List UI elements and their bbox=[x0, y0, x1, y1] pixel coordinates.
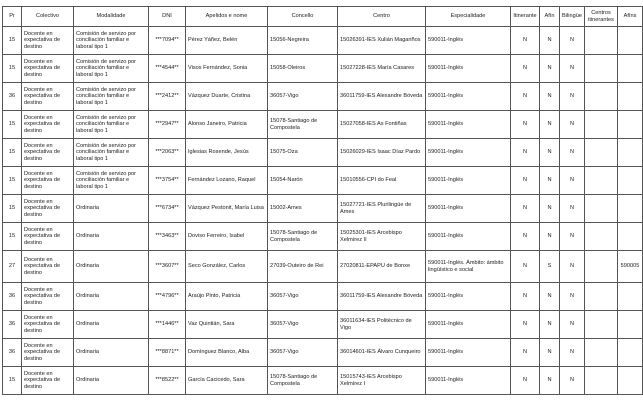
cell-bilingue: N bbox=[560, 27, 585, 55]
cell-modalidade: Comisión de servizo por conciliación familiar e laboral tipo 1 bbox=[74, 27, 149, 55]
table-body bbox=[3, 27, 643, 395]
table-row bbox=[3, 367, 643, 395]
cell-colectivo: Docente en expectativa de destino bbox=[22, 367, 74, 395]
cell-afin: N bbox=[540, 111, 560, 139]
cell-itinerante: N bbox=[511, 139, 540, 167]
cell-colectivo: Docente en expectativa de destino bbox=[22, 311, 74, 339]
cell-modalidade: Ordinaria bbox=[74, 339, 149, 367]
table-row bbox=[3, 251, 643, 283]
cell-centro: 36011759-IES Alexandre Bóveda bbox=[338, 283, 426, 311]
cell-concello: 15002-Ames bbox=[268, 195, 338, 223]
cell-concello: 15075-Oza bbox=[268, 139, 338, 167]
cell-bilingue: N bbox=[560, 55, 585, 83]
cell-pr: 36 bbox=[3, 311, 22, 339]
cell-centro: 15027058-IES As Fontiñas bbox=[338, 111, 426, 139]
cell-colectivo: Docente en expectativa de destino bbox=[22, 195, 74, 223]
cell-modalidade: Ordinaria bbox=[74, 223, 149, 251]
cell-afin: N bbox=[540, 283, 560, 311]
header-concello: Concello bbox=[268, 7, 338, 27]
cell-modalidade: Comisión de servizo por conciliación familiar e laboral tipo 1 bbox=[74, 55, 149, 83]
cell-centros-itinerantes bbox=[585, 111, 618, 139]
cell-modalidade: Ordinaria bbox=[74, 311, 149, 339]
table-row bbox=[3, 27, 643, 55]
header-centro: Centro bbox=[338, 7, 426, 27]
header-colectivo: Colectivo bbox=[22, 7, 74, 27]
cell-modalidade: Ordinaria bbox=[74, 283, 149, 311]
cell-dni: ***2063** bbox=[149, 139, 186, 167]
cell-afin: N bbox=[540, 139, 560, 167]
cell-pr: 36 bbox=[3, 83, 22, 111]
cell-colectivo: Docente en expectativa de destino bbox=[22, 339, 74, 367]
cell-apelidos-nome: Domínguez Blanco, Alba bbox=[186, 339, 268, 367]
cell-modalidade: Ordinaria bbox=[74, 195, 149, 223]
cell-afin: S bbox=[540, 251, 560, 283]
cell-itinerante: N bbox=[511, 367, 540, 395]
cell-apelidos-nome: Doviso Ferreiro, Isabel bbox=[186, 223, 268, 251]
cell-centros-itinerantes bbox=[585, 27, 618, 55]
cell-concello: 36057-Vigo bbox=[268, 283, 338, 311]
cell-especialidade: 590011-Inglés bbox=[426, 311, 511, 339]
cell-itinerante: N bbox=[511, 339, 540, 367]
cell-especialidade: 590011-Inglés. Ámbito: ámbito lingüístico e social bbox=[426, 251, 511, 283]
cell-centro: 15026391-IES Xulián Magariños bbox=[338, 27, 426, 55]
cell-pr: 15 bbox=[3, 367, 22, 395]
cell-especialidade: 590011-Inglés bbox=[426, 195, 511, 223]
table-row bbox=[3, 83, 643, 111]
table-row bbox=[3, 139, 643, 167]
cell-bilingue: N bbox=[560, 195, 585, 223]
cell-afins bbox=[618, 55, 643, 83]
cell-concello: 36057-Vigo bbox=[268, 339, 338, 367]
cell-apelidos-nome: Pérez Yáñez, Belén bbox=[186, 27, 268, 55]
cell-centros-itinerantes bbox=[585, 251, 618, 283]
cell-apelidos-nome: Fernández Lozano, Raquel bbox=[186, 167, 268, 195]
cell-apelidos-nome: Seco González, Carlos bbox=[186, 251, 268, 283]
cell-centros-itinerantes bbox=[585, 83, 618, 111]
cell-especialidade: 590011-Inglés bbox=[426, 27, 511, 55]
cell-colectivo: Docente en expectativa de destino bbox=[22, 251, 74, 283]
cell-afin: N bbox=[540, 55, 560, 83]
cell-centros-itinerantes bbox=[585, 311, 618, 339]
cell-afins bbox=[618, 339, 643, 367]
assignments-document bbox=[2, 6, 643, 395]
cell-modalidade: Ordinaria bbox=[74, 367, 149, 395]
cell-bilingue: N bbox=[560, 311, 585, 339]
cell-concello: 36057-Vigo bbox=[268, 83, 338, 111]
cell-itinerante: N bbox=[511, 223, 540, 251]
cell-especialidade: 590011-Inglés bbox=[426, 167, 511, 195]
cell-pr: 15 bbox=[3, 223, 22, 251]
cell-centro: 36011634-IES Politécnico de Vigo bbox=[338, 311, 426, 339]
cell-modalidade: Comisión de servizo por conciliación familiar e laboral tipo 1 bbox=[74, 111, 149, 139]
header-apelidos-nome: Apelidos e nome bbox=[186, 7, 268, 27]
cell-especialidade: 590011-Inglés bbox=[426, 111, 511, 139]
cell-colectivo: Docente en expectativa de destino bbox=[22, 139, 74, 167]
cell-centro: 36011759-IES Alexandre Bóveda bbox=[338, 83, 426, 111]
cell-colectivo: Docente en expectativa de destino bbox=[22, 83, 74, 111]
cell-dni: ***4796** bbox=[149, 283, 186, 311]
cell-centros-itinerantes bbox=[585, 55, 618, 83]
cell-dni: ***6734** bbox=[149, 195, 186, 223]
cell-centros-itinerantes bbox=[585, 195, 618, 223]
table-row bbox=[3, 339, 643, 367]
table-header bbox=[3, 7, 643, 27]
cell-itinerante: N bbox=[511, 311, 540, 339]
cell-itinerante: N bbox=[511, 83, 540, 111]
header-pr: Pr bbox=[3, 7, 22, 27]
header-modalidade: Modalidade bbox=[74, 7, 149, 27]
table-row bbox=[3, 167, 643, 195]
cell-especialidade: 590011-Inglés bbox=[426, 339, 511, 367]
cell-afins bbox=[618, 167, 643, 195]
cell-modalidade: Comisión de servizo por conciliación familiar e laboral tipo 1 bbox=[74, 139, 149, 167]
table-row bbox=[3, 311, 643, 339]
cell-apelidos-nome: Vázquez Pestonit, María Luisa bbox=[186, 195, 268, 223]
cell-bilingue: N bbox=[560, 223, 585, 251]
cell-centros-itinerantes bbox=[585, 283, 618, 311]
cell-itinerante: N bbox=[511, 111, 540, 139]
cell-dni: ***2412** bbox=[149, 83, 186, 111]
cell-afin: N bbox=[540, 167, 560, 195]
header-dni: DNI bbox=[149, 7, 186, 27]
cell-especialidade: 590011-Inglés bbox=[426, 223, 511, 251]
cell-apelidos-nome: García Cacicedo, Sara bbox=[186, 367, 268, 395]
cell-pr: 15 bbox=[3, 111, 22, 139]
cell-concello: 15078-Santiago de Compostela bbox=[268, 367, 338, 395]
cell-centros-itinerantes bbox=[585, 223, 618, 251]
cell-pr: 36 bbox=[3, 283, 22, 311]
cell-bilingue: N bbox=[560, 251, 585, 283]
cell-modalidade: Comisión de servizo por conciliación familiar e laboral tipo 1 bbox=[74, 167, 149, 195]
cell-bilingue: N bbox=[560, 111, 585, 139]
cell-bilingue: N bbox=[560, 139, 585, 167]
cell-pr: 36 bbox=[3, 339, 22, 367]
cell-pr: 15 bbox=[3, 55, 22, 83]
cell-dni: ***7094** bbox=[149, 27, 186, 55]
cell-pr: 15 bbox=[3, 167, 22, 195]
cell-concello: 36057-Vigo bbox=[268, 311, 338, 339]
cell-centro: 15027721-IES Plurilingüe de Ames bbox=[338, 195, 426, 223]
cell-afins bbox=[618, 283, 643, 311]
cell-itinerante: N bbox=[511, 55, 540, 83]
cell-centros-itinerantes bbox=[585, 139, 618, 167]
cell-afins bbox=[618, 111, 643, 139]
cell-colectivo: Docente en expectativa de destino bbox=[22, 111, 74, 139]
cell-centro: 15010556-CPI do Feal bbox=[338, 167, 426, 195]
table-row bbox=[3, 283, 643, 311]
cell-dni: ***3607** bbox=[149, 251, 186, 283]
cell-especialidade: 590011-Inglés bbox=[426, 83, 511, 111]
cell-afin: N bbox=[540, 195, 560, 223]
table-row bbox=[3, 55, 643, 83]
cell-colectivo: Docente en expectativa de destino bbox=[22, 27, 74, 55]
header-itinerante: Itinerante bbox=[511, 7, 540, 27]
cell-dni: ***1446** bbox=[149, 311, 186, 339]
cell-itinerante: N bbox=[511, 251, 540, 283]
cell-afins bbox=[618, 311, 643, 339]
header-bilingue: Bilingüe bbox=[560, 7, 585, 27]
cell-afins: 590005 bbox=[618, 251, 643, 283]
cell-pr: 27 bbox=[3, 251, 22, 283]
cell-afins bbox=[618, 139, 643, 167]
cell-apelidos-nome: Alonso Janeiro, Patricia bbox=[186, 111, 268, 139]
cell-afins bbox=[618, 367, 643, 395]
cell-afins bbox=[618, 223, 643, 251]
cell-dni: ***3463** bbox=[149, 223, 186, 251]
cell-concello: 15078-Santiago de Compostela bbox=[268, 223, 338, 251]
cell-pr: 15 bbox=[3, 195, 22, 223]
cell-centro: 15027228-IES María Casares bbox=[338, 55, 426, 83]
cell-especialidade: 590011-Inglés bbox=[426, 55, 511, 83]
cell-afins bbox=[618, 195, 643, 223]
cell-apelidos-nome: Araújo Pinto, Patricia bbox=[186, 283, 268, 311]
cell-dni: ***4544** bbox=[149, 55, 186, 83]
cell-bilingue: N bbox=[560, 367, 585, 395]
cell-concello: 27039-Outeiro de Rei bbox=[268, 251, 338, 283]
cell-centro: 15025301-IES Arcebispo Xelmírez II bbox=[338, 223, 426, 251]
cell-afins bbox=[618, 27, 643, 55]
cell-centro: 15015743-IES Arcebispo Xelmírez I bbox=[338, 367, 426, 395]
cell-apelidos-nome: Vaz Quintián, Sara bbox=[186, 311, 268, 339]
cell-concello: 15078-Santiago de Compostela bbox=[268, 111, 338, 139]
cell-itinerante: N bbox=[511, 195, 540, 223]
cell-dni: ***8522** bbox=[149, 367, 186, 395]
cell-colectivo: Docente en expectativa de destino bbox=[22, 283, 74, 311]
header-centros-itinerantes: Centros itinerantes bbox=[585, 7, 618, 27]
cell-especialidade: 590011-Inglés bbox=[426, 367, 511, 395]
cell-centro: 27020811-EPAPU de Bonxe bbox=[338, 251, 426, 283]
header-afins: Afíns bbox=[618, 7, 643, 27]
cell-modalidade: Ordinaria bbox=[74, 251, 149, 283]
cell-colectivo: Docente en expectativa de destino bbox=[22, 223, 74, 251]
cell-afin: N bbox=[540, 311, 560, 339]
cell-especialidade: 590011-Inglés bbox=[426, 139, 511, 167]
cell-concello: 15056-Negreira bbox=[268, 27, 338, 55]
cell-afin: N bbox=[540, 223, 560, 251]
cell-dni: ***2947** bbox=[149, 111, 186, 139]
cell-especialidade: 590011-Inglés bbox=[426, 283, 511, 311]
cell-bilingue: N bbox=[560, 167, 585, 195]
cell-centro: 36014601-IES Álvaro Cunqueiro bbox=[338, 339, 426, 367]
header-afin: Afín bbox=[540, 7, 560, 27]
cell-itinerante: N bbox=[511, 27, 540, 55]
cell-afin: N bbox=[540, 83, 560, 111]
cell-pr: 15 bbox=[3, 27, 22, 55]
cell-concello: 15054-Narón bbox=[268, 167, 338, 195]
table-row bbox=[3, 195, 643, 223]
table-row bbox=[3, 111, 643, 139]
cell-bilingue: N bbox=[560, 283, 585, 311]
cell-itinerante: N bbox=[511, 283, 540, 311]
header-especialidade: Especialidade bbox=[426, 7, 511, 27]
cell-afins bbox=[618, 83, 643, 111]
cell-dni: ***8871** bbox=[149, 339, 186, 367]
cell-colectivo: Docente en expectativa de destino bbox=[22, 167, 74, 195]
cell-itinerante: N bbox=[511, 167, 540, 195]
cell-concello: 15058-Oleiros bbox=[268, 55, 338, 83]
cell-bilingue: N bbox=[560, 339, 585, 367]
cell-modalidade: Comisión de servizo por conciliación familiar e laboral tipo 1 bbox=[74, 83, 149, 111]
cell-centros-itinerantes bbox=[585, 367, 618, 395]
table-row bbox=[3, 223, 643, 251]
cell-pr: 15 bbox=[3, 139, 22, 167]
cell-afin: N bbox=[540, 367, 560, 395]
cell-afin: N bbox=[540, 27, 560, 55]
assignments-table bbox=[2, 6, 643, 395]
header-row bbox=[3, 7, 643, 27]
cell-bilingue: N bbox=[560, 83, 585, 111]
cell-dni: ***3754** bbox=[149, 167, 186, 195]
cell-centros-itinerantes bbox=[585, 339, 618, 367]
cell-apelidos-nome: Vázquez Duarte, Cristina bbox=[186, 83, 268, 111]
cell-apelidos-nome: Visos Fernández, Sonia bbox=[186, 55, 268, 83]
cell-afin: N bbox=[540, 339, 560, 367]
cell-centro: 15026029-IES Isaac Díaz Pardo bbox=[338, 139, 426, 167]
cell-colectivo: Docente en expectativa de destino bbox=[22, 55, 74, 83]
cell-centros-itinerantes bbox=[585, 167, 618, 195]
cell-apelidos-nome: Iglesias Rosende, Jesús bbox=[186, 139, 268, 167]
